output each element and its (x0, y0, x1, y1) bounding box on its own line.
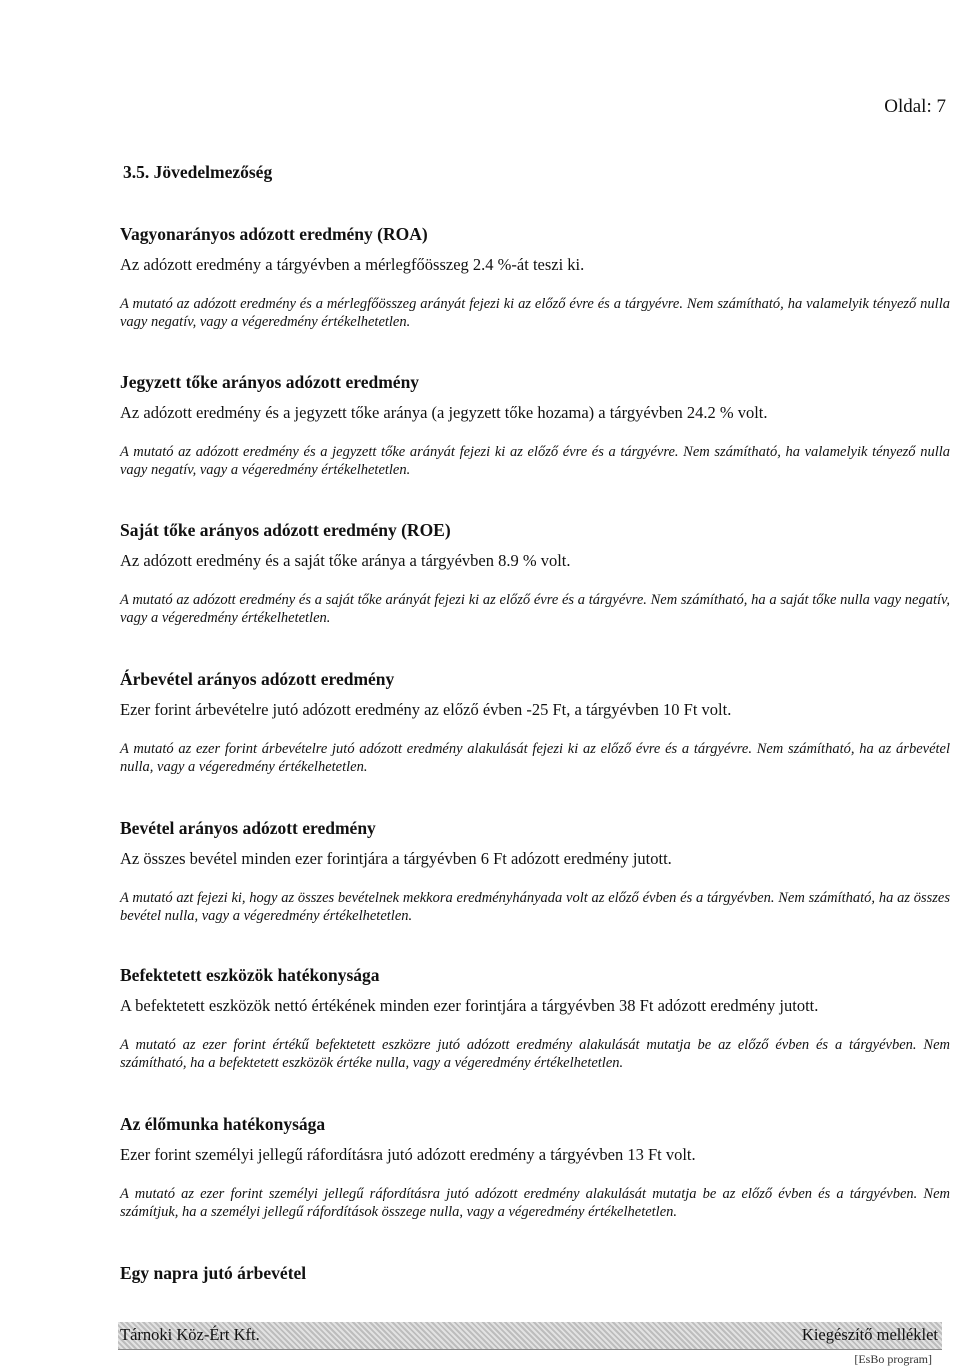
section-title: Az élőmunka hatékonysága (120, 1114, 326, 1134)
section-jegyzett-toke (120, 372, 950, 479)
section-note: A mutató azt fejezi ki, hogy az összes bevételnek mekkora eredményhányada volt az előző évben és a tárgyévben. Nem számítható, ha az összes bevétel nulla, vagy a végeredmény értékelhetetlen. (120, 890, 950, 925)
section-roa (120, 224, 950, 331)
section-text: Ezer forint árbevételre jutó adózott eredmény az előző évben -25 Ft, a tárgyévben 10 Ft volt. (120, 700, 732, 719)
section-title: Bevétel arányos adózott eredmény (120, 818, 376, 838)
section-egy-napra (120, 1263, 950, 1294)
section-roe (120, 520, 950, 627)
page-number: Oldal: 7 (884, 96, 946, 117)
footer-company: Tárnoki Köz-Ért Kft. (120, 1325, 260, 1344)
section-title: Árbevétel arányos adózott eredmény (120, 669, 395, 689)
section-title: Jegyzett tőke arányos adózott eredmény (120, 372, 420, 392)
footer-label: Kiegészítő melléklet (801, 1325, 938, 1344)
section-bevetel (120, 818, 950, 925)
section-text: Az összes bevétel minden ezer forintjára a tárgyévben 6 Ft adózott eredmény jutott. (120, 849, 672, 868)
section-title: Saját tőke arányos adózott eredmény (ROE) (120, 520, 451, 540)
section-note: A mutató az ezer forint személyi jellegű ráfordításra jutó adózott eredmény alakulását mutatja be az előző évben és a tárgyévben. Nem számítjuk, ha a személyi jellegű ráfordítások összege nulla, vagy a végeredmény értékelhetetlen. (120, 1186, 950, 1221)
footer-bar (118, 1322, 942, 1350)
section-text: Ezer forint személyi jellegű ráfordításra jutó adózott eredmény a tárgyévben 13 Ft volt. (120, 1145, 696, 1164)
section-title: Egy napra jutó árbevétel (120, 1263, 307, 1283)
section-note: A mutató az adózott eredmény és a mérlegfőösszeg arányát fejezi ki az előző évre és a tárgyévre. Nem számítható, ha valamelyik tényező nulla vagy negatív, vagy a végeredmény értékelhetetlen. (120, 296, 950, 331)
section-title: Vagyonarányos adózott eredmény (ROA) (120, 224, 428, 244)
section-title: Befektetett eszközök hatékonysága (120, 965, 380, 985)
section-text: Az adózott eredmény a tárgyévben a mérlegfőösszeg 2.4 %-át teszi ki. (120, 255, 585, 274)
section-text: A befektetett eszközök nettó értékének minden ezer forintjára a tárgyévben 38 Ft adózott eredmény jutott. (120, 996, 819, 1015)
section-note: A mutató az adózott eredmény és a saját tőke arányát fejezi ki az előző évre és a tárgyévre. Nem számítható, ha a saját tőke nulla vagy negatív, vagy a végeredmény értékelhetetlen. (120, 592, 950, 627)
section-note: A mutató az ezer forint árbevételre jutó adózott eredmény alakulását fejezi ki az előző évre és a tárgyévre. Nem számítható, ha az árbevétel nulla, vagy a végeredmény értékelhetetlen. (120, 741, 950, 776)
section-text: Az adózott eredmény és a jegyzett tőke aránya (a jegyzett tőke hozama) a tárgyévben 24.2 % volt. (120, 403, 768, 422)
section-note: A mutató az ezer forint értékű befektetett eszközre jutó adózott eredmény alakulását mutatja be az előző évben és a tárgyévben. Nem számítható, ha a befektetett eszközök értéke nulla, vagy a végeredmény értékelhetetlen. (120, 1037, 950, 1072)
footer-program: [EsBo program] (854, 1352, 932, 1366)
section-befektetett (120, 965, 950, 1072)
section-text: Az adózott eredmény és a saját tőke aránya a tárgyévben 8.9 % volt. (120, 551, 571, 570)
section-note: A mutató az adózott eredmény és a jegyzett tőke arányát fejezi ki az előző évre és a tárgyévre. Nem számítható, ha valamelyik tényező nulla vagy negatív, vagy a végeredmény értékelhetetlen. (120, 444, 950, 479)
chapter-title: 3.5. Jövedelmezőség (123, 162, 273, 182)
section-elomunka (120, 1114, 950, 1221)
section-arbevetel (120, 669, 950, 776)
